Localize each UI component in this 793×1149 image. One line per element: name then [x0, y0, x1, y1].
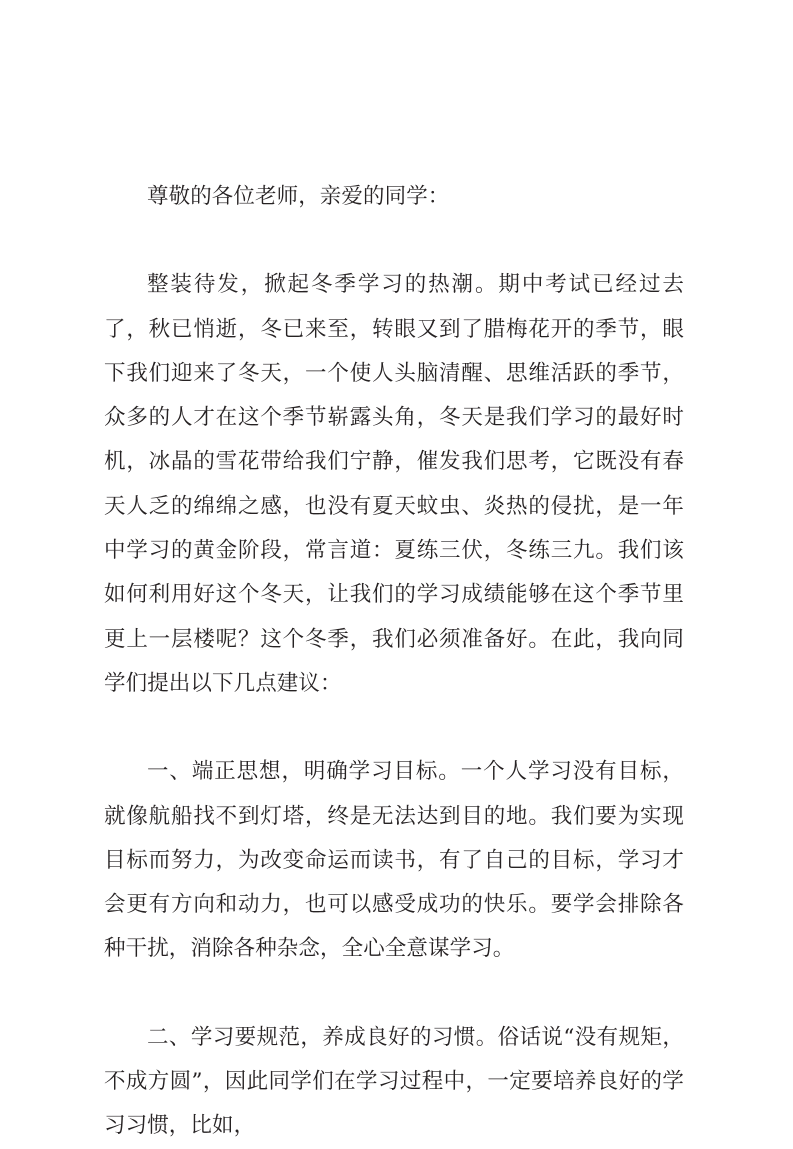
paragraph-salutation: 尊敬的各位老师，亲爱的同学： — [147, 184, 450, 209]
paragraph-opening: 整装待发，掀起冬季学习的热潮。期中考试已经过去了，秋已悄逝，冬已来至，转眼又到了腊梅花开的季节，眼下我们迎来了冬天，一个使人头脑清醒、思维活跃的季节，众多的人才在这个季节崭露头角，冬天是我们学习的最好时机，冰晶的雪花带给我们宁静，催发我们思考，它既没有春天人乏的绵绵之感，也没有夏天蚊虫、炎热的侵扰，是一年中学习的黄金阶段，常言道：夏练三伏，冬练三九。我们该如何利用好这个冬天，让我们的学习成绩能够在这个季节里更上一层楼呢？这个冬季，我们必须准备好。在此，我向同学们提出以下几点建议： — [104, 272, 684, 696]
document-text-body — [104, 175, 684, 1149]
paragraph-point-one: 一、端正思想，明确学习目标。一个人学习没有目标，就像航船找不到灯塔，终是无法达到目的地。我们要为实现目标而努力，为改变命运而读书，有了自己的目标，学习才会更有方向和动力，也可以感受成功的快乐。要学会排除各种干扰，消除各种杂念，全心全意谋学习。 — [104, 759, 684, 962]
paragraph-point-two: 二、学习要规范，养成良好的习惯。俗话说“没有规矩，不成方圆”，因此同学们在学习过程中，一定要培养良好的学习习惯，比如， — [104, 1024, 684, 1139]
